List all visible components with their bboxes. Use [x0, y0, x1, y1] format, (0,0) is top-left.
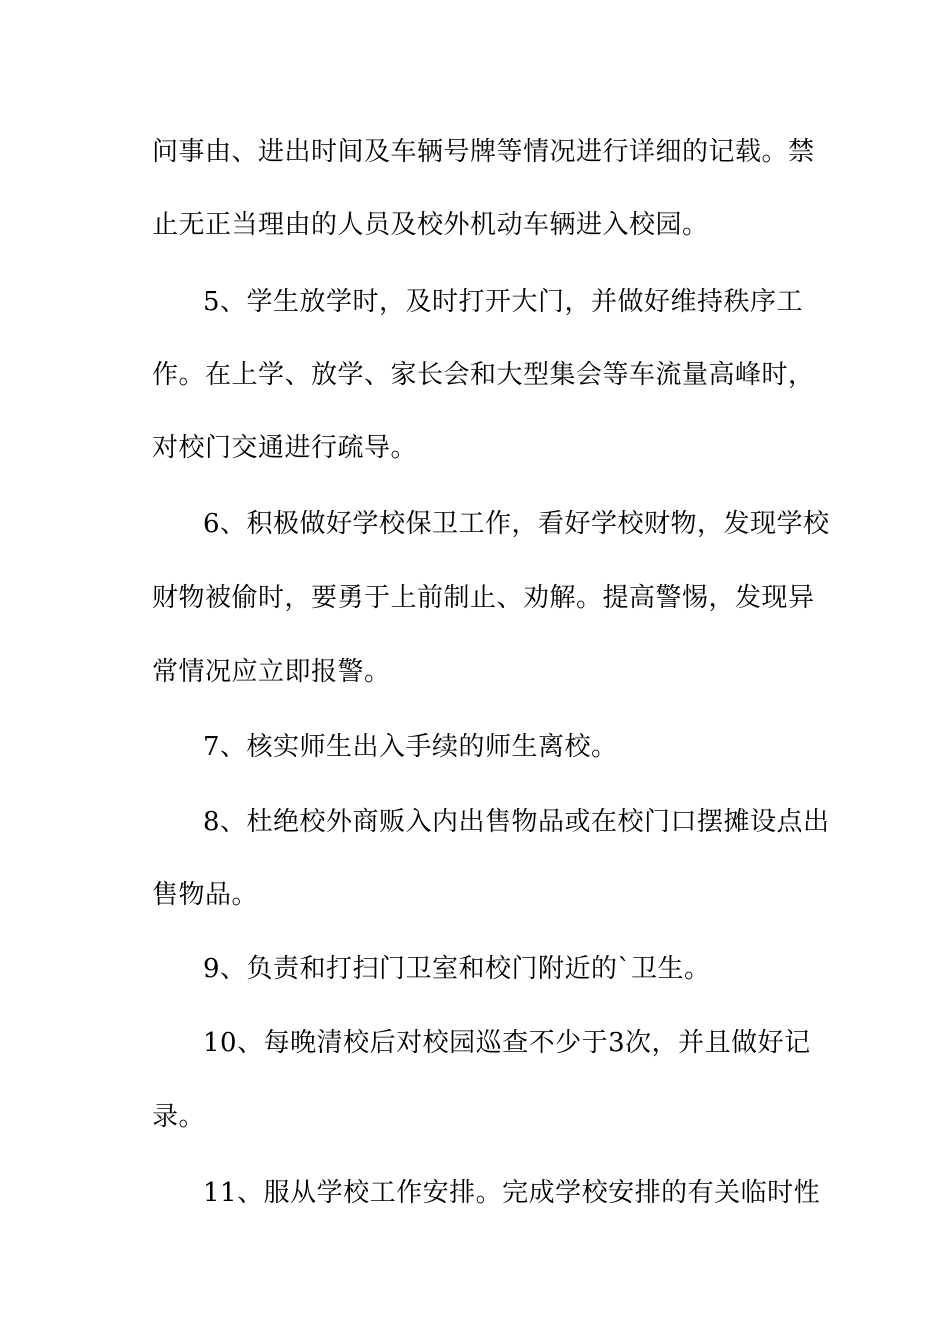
- text-line: 问事由、进出时间及车辆号牌等情况进行详细的记载。禁: [152, 137, 815, 167]
- list-item-11: 11、服从学校工作安排。完成学校安排的有关临时性: [203, 1178, 821, 1208]
- list-item-5: 5、学生放学时，及时打开大门，并做好维持秩序工: [203, 287, 804, 317]
- text-line: 作。在上学、放学、家长会和大型集会等车流量高峰时，: [152, 360, 815, 390]
- text-line: 录。: [152, 1102, 206, 1132]
- text-line: 止无正当理由的人员及校外机动车辆进入校园。: [152, 210, 709, 240]
- text-line: 财物被偷时，要勇于上前制止、劝解。提高警惕，发现异: [152, 583, 815, 613]
- text-line: 常情况应立即报警。: [152, 657, 391, 687]
- list-item-6: 6、积极做好学校保卫工作，看好学校财物，发现学校: [203, 509, 830, 539]
- text-line: 售物品。: [152, 880, 259, 910]
- list-item-10: 10、每晚清校后对校园巡查不少于3次，并且做好记: [203, 1028, 811, 1058]
- list-item-8: 8、杜绝校外商贩入内出售物品或在校门口摆摊设点出: [203, 807, 830, 837]
- text-line: 对校门交通进行疏导。: [152, 433, 418, 463]
- list-item-7: 7、核实师生出入手续的师生离校。: [203, 732, 618, 762]
- list-item-9: 9、负责和打扫门卫室和校门附近的`卫生。: [203, 954, 711, 984]
